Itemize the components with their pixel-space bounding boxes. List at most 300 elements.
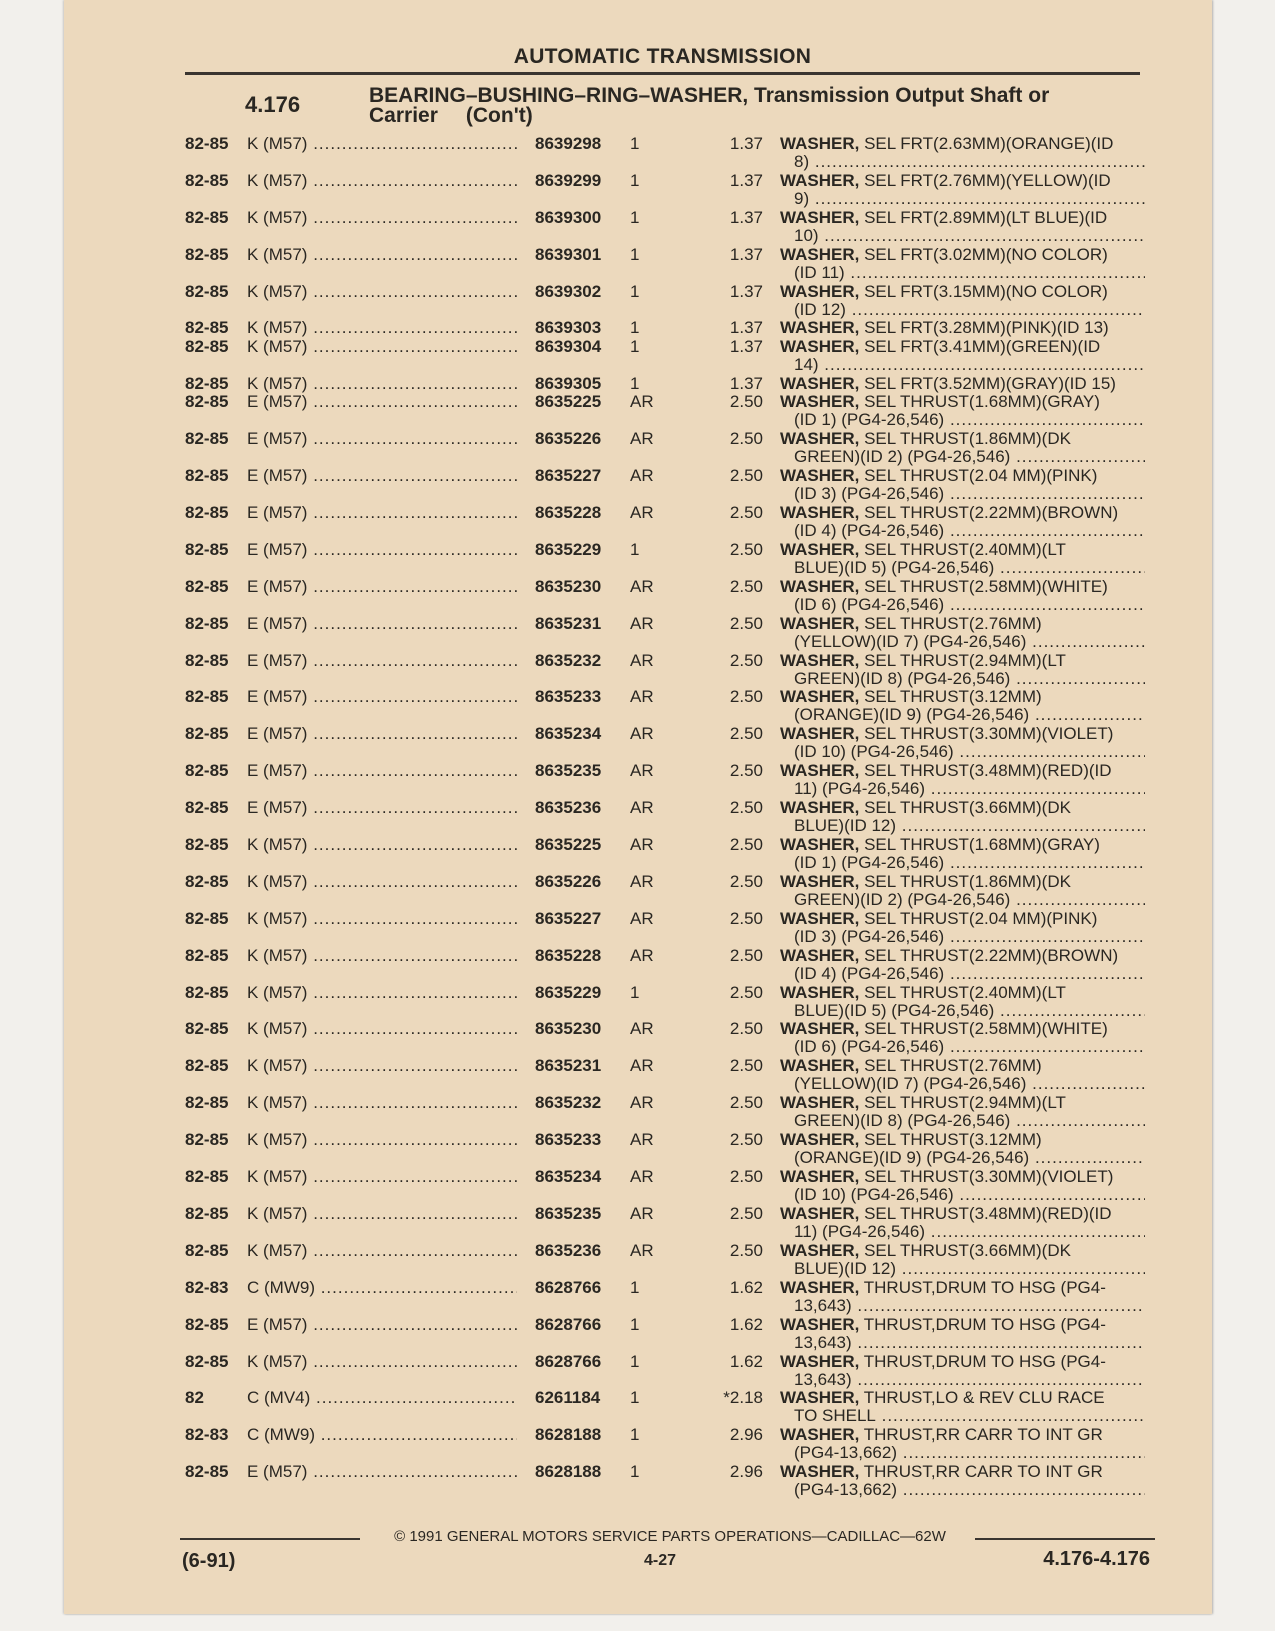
section-title-carrier: Carrier	[369, 104, 438, 127]
description-cell	[780, 1242, 1145, 1278]
footer-divider-left	[180, 1538, 360, 1540]
description-line2: (ID 1) (PG4-26,546) .....	[794, 411, 1145, 429]
model-cell: K (M57) .....	[247, 1131, 517, 1149]
year-cell: 82-85	[185, 613, 229, 633]
item-name: WASHER,	[780, 1389, 860, 1408]
model-cell: K (M57) .....	[247, 947, 517, 965]
table-row	[185, 246, 1145, 283]
model-cell: E (M57) .....	[247, 393, 517, 411]
quantity-cell: 1	[630, 1425, 640, 1445]
quantity-cell: AR	[630, 576, 654, 596]
year-cell: 82-85	[185, 281, 229, 301]
price-cell: 1.37	[729, 336, 763, 356]
description-line1	[780, 1353, 1145, 1371]
table-row	[185, 467, 1145, 504]
model-cell: K (M57) .....	[247, 1205, 517, 1223]
year-cell: 82	[185, 1388, 204, 1408]
description-cell	[780, 319, 1145, 337]
item-name: WASHER,	[780, 836, 860, 855]
quantity-cell: 1	[630, 170, 640, 190]
item-name: WASHER,	[780, 762, 860, 781]
table-row	[185, 947, 1145, 984]
year-cell: 82-85	[185, 761, 229, 781]
price-cell: 2.50	[729, 908, 763, 928]
price-cell: 1.62	[729, 1314, 763, 1334]
description-line2: (ID 4) (PG4-26,546) .....	[794, 965, 1145, 983]
quantity-cell: 1	[630, 244, 640, 264]
description-line2: (ID 10) (PG4-26,546) .....	[794, 743, 1145, 761]
model-cell: E (M57) .....	[247, 1316, 517, 1334]
year-cell: 82-85	[185, 798, 229, 818]
part-number-cell: 8635235	[535, 761, 602, 781]
price-cell: 2.50	[729, 871, 763, 891]
item-name: WASHER,	[780, 688, 860, 707]
item-spec: SEL THRUST(1.68MM)(GRAY)	[859, 393, 1100, 412]
section-number: 4.176	[245, 92, 301, 117]
description-line2: (PG4-13,662) .....	[794, 1481, 1145, 1499]
item-name: WASHER,	[780, 651, 860, 670]
model-cell: K (M57) .....	[247, 1020, 517, 1038]
description-cell	[780, 1057, 1145, 1093]
item-spec: SEL THRUST(2.04 MM)(PINK)	[859, 467, 1098, 486]
year-cell: 82-85	[185, 1167, 229, 1187]
description-line2: (ORANGE)(ID 9) (PG4-26,546) .....	[794, 1149, 1145, 1167]
item-spec: SEL FRT(2.89MM)(LT BLUE)(ID	[859, 208, 1108, 227]
quantity-cell: 1	[630, 1462, 640, 1482]
quantity-cell: 1	[630, 982, 640, 1002]
item-name: WASHER,	[780, 1131, 860, 1150]
description-line1	[780, 1426, 1145, 1444]
year-cell: 82-85	[185, 373, 229, 393]
description-line2: 11) (PG4-26,546) .....	[794, 780, 1145, 798]
description-line1	[780, 836, 1145, 854]
part-number-cell: 8635226	[535, 429, 602, 449]
part-number-cell: 8628766	[535, 1277, 602, 1297]
part-number-cell: 8628766	[535, 1314, 602, 1334]
description-line1	[780, 283, 1145, 301]
description-line2: (ID 6) (PG4-26,546) .....	[794, 1038, 1145, 1056]
description-cell	[780, 836, 1145, 872]
year-cell: 82-83	[185, 1425, 229, 1445]
table-row	[185, 984, 1145, 1021]
footer-divider-right	[975, 1538, 1155, 1540]
item-name: WASHER,	[780, 245, 860, 264]
year-cell: 82-85	[185, 1056, 229, 1076]
price-cell: 1.37	[729, 207, 763, 227]
item-name: WASHER,	[780, 319, 860, 338]
item-name: WASHER,	[780, 614, 860, 633]
model-cell: C (MV4) .....	[247, 1389, 517, 1407]
part-number-cell: 8635236	[535, 798, 602, 818]
description-line2: 8) .....	[794, 153, 1145, 171]
description-cell	[780, 1353, 1145, 1389]
year-cell: 82-85	[185, 1130, 229, 1150]
item-spec: SEL THRUST(1.86MM)(DK	[859, 872, 1071, 891]
table-row	[185, 1205, 1145, 1242]
description-cell	[780, 725, 1145, 761]
table-row	[185, 430, 1145, 467]
quantity-cell: AR	[630, 466, 654, 486]
item-spec: SEL THRUST(3.30MM)(VIOLET)	[859, 1168, 1114, 1187]
item-name: WASHER,	[780, 1168, 860, 1187]
quantity-cell: AR	[630, 798, 654, 818]
part-number-cell: 8635229	[535, 539, 602, 559]
quantity-cell: AR	[630, 503, 654, 523]
quantity-cell: 1	[630, 1314, 640, 1334]
description-line2: (ID 4) (PG4-26,546) .....	[794, 522, 1145, 540]
description-line1	[780, 688, 1145, 706]
description-line2: (ID 6) (PG4-26,546) .....	[794, 596, 1145, 614]
item-name: WASHER,	[780, 135, 860, 153]
part-number-cell: 8635232	[535, 650, 602, 670]
part-number-cell: 8639305	[535, 373, 602, 393]
description-cell	[780, 799, 1145, 835]
description-line1	[780, 172, 1145, 190]
description-line1	[780, 430, 1145, 448]
part-number-cell: 8635226	[535, 871, 602, 891]
description-cell	[780, 1426, 1145, 1462]
description-cell	[780, 615, 1145, 651]
quantity-cell: 1	[630, 336, 640, 356]
part-number-cell: 8639301	[535, 244, 602, 264]
part-number-cell: 8635229	[535, 982, 602, 1002]
section-title-line1: BEARING–BUSHING–RING–WASHER, Transmission Output Shaft or	[369, 84, 1050, 107]
quantity-cell: AR	[630, 1093, 654, 1113]
section-title-line2	[369, 106, 1129, 126]
item-spec: SEL THRUST(2.76MM)	[859, 614, 1042, 633]
description-line1	[780, 319, 1145, 337]
part-number-cell: 8635236	[535, 1240, 602, 1260]
section-title-cont: (Con't)	[465, 104, 533, 127]
part-number-cell: 8635225	[535, 835, 602, 855]
description-line1	[780, 1279, 1145, 1297]
part-number-cell: 8639302	[535, 281, 602, 301]
price-cell: 2.50	[729, 1167, 763, 1187]
item-name: WASHER,	[780, 540, 860, 559]
part-number-cell: 8635227	[535, 908, 602, 928]
description-line2: TO SHELL .....	[794, 1407, 1145, 1425]
item-name: WASHER,	[780, 872, 860, 891]
table-row	[185, 725, 1145, 762]
part-number-cell: 8635235	[535, 1203, 602, 1223]
price-cell: 2.50	[729, 392, 763, 412]
part-number-cell: 8635228	[535, 503, 602, 523]
description-cell	[780, 910, 1145, 946]
description-line1	[780, 1057, 1145, 1075]
price-cell: 2.50	[729, 798, 763, 818]
description-line2: (ID 1) (PG4-26,546) .....	[794, 854, 1145, 872]
description-line1	[780, 1168, 1145, 1186]
model-cell: K (M57) .....	[247, 172, 517, 190]
model-cell: K (M57) .....	[247, 873, 517, 891]
description-line2: 9) .....	[794, 190, 1145, 208]
quantity-cell: 1	[630, 281, 640, 301]
price-cell: 2.50	[729, 539, 763, 559]
table-row	[185, 1426, 1145, 1463]
year-cell: 82-85	[185, 724, 229, 744]
description-line2: BLUE)(ID 12) .....	[794, 817, 1145, 835]
table-row	[185, 283, 1145, 320]
description-cell	[780, 762, 1145, 798]
model-cell: E (M57) .....	[247, 615, 517, 633]
item-spec: SEL FRT(2.76MM)(YELLOW)(ID	[859, 171, 1111, 190]
part-number-cell: 8635230	[535, 576, 602, 596]
description-line1	[780, 1094, 1145, 1112]
year-cell: 82-85	[185, 318, 229, 338]
quantity-cell: AR	[630, 724, 654, 744]
table-row	[185, 1057, 1145, 1094]
table-row	[185, 1020, 1145, 1057]
year-cell: 82-85	[185, 650, 229, 670]
item-name: WASHER,	[780, 1463, 860, 1482]
item-spec: SEL THRUST(2.40MM)(LT	[859, 983, 1066, 1002]
description-cell	[780, 578, 1145, 614]
part-number-cell: 8628188	[535, 1425, 602, 1445]
part-number-cell: 8635228	[535, 945, 602, 965]
description-cell	[780, 873, 1145, 909]
price-cell: 1.37	[729, 373, 763, 393]
year-cell: 82-85	[185, 982, 229, 1002]
item-spec: SEL FRT(3.15MM)(NO COLOR)	[859, 282, 1108, 301]
item-spec: THRUST,DRUM TO HSG (PG4-	[859, 1315, 1106, 1334]
description-line2: (PG4-13,662) .....	[794, 1444, 1145, 1462]
description-line2: (ORANGE)(ID 9) (PG4-26,546) .....	[794, 706, 1145, 724]
item-spec: SEL THRUST(2.58MM)(WHITE)	[859, 1020, 1108, 1039]
item-spec: THRUST,LO & REV CLU RACE	[859, 1389, 1105, 1408]
description-cell	[780, 1168, 1145, 1204]
item-spec: SEL THRUST(2.58MM)(WHITE)	[859, 577, 1108, 596]
description-line1	[780, 338, 1145, 356]
price-cell: 2.50	[729, 982, 763, 1002]
item-spec: SEL THRUST(3.66MM)(DK	[859, 1241, 1071, 1260]
description-cell	[780, 1316, 1145, 1352]
price-cell: 2.50	[729, 1093, 763, 1113]
description-line1	[780, 393, 1145, 411]
quantity-cell: 1	[630, 1351, 640, 1371]
description-cell	[780, 1389, 1145, 1425]
part-number-cell: 8635232	[535, 1093, 602, 1113]
part-number-cell: 8628188	[535, 1462, 602, 1482]
table-row	[185, 578, 1145, 615]
description-line2: (ID 12) .....	[794, 301, 1145, 319]
section-title	[369, 86, 1129, 126]
item-name: WASHER,	[780, 577, 860, 596]
item-spec: THRUST,DRUM TO HSG (PG4-	[859, 1278, 1106, 1297]
description-cell	[780, 1020, 1145, 1056]
item-spec: SEL THRUST(2.04 MM)(PINK)	[859, 909, 1098, 928]
description-line2: BLUE)(ID 12) .....	[794, 1260, 1145, 1278]
item-name: WASHER,	[780, 208, 860, 227]
price-cell: 1.37	[729, 134, 763, 153]
quantity-cell: 1	[630, 207, 640, 227]
table-row	[185, 1094, 1145, 1131]
item-spec: SEL FRT(3.41MM)(GREEN)(ID	[859, 337, 1101, 356]
description-cell	[780, 467, 1145, 503]
description-cell	[780, 688, 1145, 724]
table-row	[185, 615, 1145, 652]
footer-page-number: 4-27	[643, 1552, 677, 1569]
item-name: WASHER,	[780, 1426, 860, 1445]
item-name: WASHER,	[780, 374, 860, 393]
description-cell	[780, 246, 1145, 282]
part-number-cell: 8635230	[535, 1019, 602, 1039]
description-cell	[780, 1463, 1145, 1499]
table-row	[185, 172, 1145, 209]
price-cell: 2.50	[729, 1130, 763, 1150]
year-cell: 82-83	[185, 1277, 229, 1297]
item-spec: SEL THRUST(3.48MM)(RED)(ID	[859, 762, 1112, 781]
item-name: WASHER,	[780, 799, 860, 818]
price-cell: 2.50	[729, 724, 763, 744]
header-divider	[185, 72, 1140, 75]
description-line1	[780, 873, 1145, 891]
table-row	[185, 1168, 1145, 1205]
quantity-cell: AR	[630, 835, 654, 855]
description-line2: (YELLOW)(ID 7) (PG4-26,546) .....	[794, 633, 1145, 651]
part-number-cell: 8639298	[535, 134, 602, 153]
year-cell: 82-85	[185, 170, 229, 190]
quantity-cell: AR	[630, 650, 654, 670]
quantity-cell: AR	[630, 1203, 654, 1223]
year-cell: 82-85	[185, 871, 229, 891]
description-line2: GREEN)(ID 8) (PG4-26,546) .....	[794, 1112, 1145, 1130]
model-cell: E (M57) .....	[247, 725, 517, 743]
year-cell: 82-85	[185, 134, 229, 153]
table-row	[185, 910, 1145, 947]
description-cell	[780, 393, 1145, 429]
description-line1	[780, 1463, 1145, 1481]
table-row	[185, 652, 1145, 689]
year-cell: 82-85	[185, 466, 229, 486]
quantity-cell: AR	[630, 1056, 654, 1076]
part-number-cell: 6261184	[535, 1388, 601, 1408]
price-cell: 2.50	[729, 687, 763, 707]
table-row	[185, 1131, 1145, 1168]
quantity-cell: AR	[630, 613, 654, 633]
year-cell: 82-85	[185, 244, 229, 264]
table-row	[185, 1242, 1145, 1279]
part-number-cell: 8628766	[535, 1351, 602, 1371]
item-name: WASHER,	[780, 430, 860, 449]
price-cell: 2.50	[729, 1203, 763, 1223]
table-row	[185, 1389, 1145, 1426]
item-name: WASHER,	[780, 1204, 860, 1223]
part-number-cell: 8635234	[535, 724, 602, 744]
item-spec: SEL THRUST(3.12MM)	[859, 1131, 1042, 1150]
model-cell: K (M57) .....	[247, 135, 517, 153]
price-cell: 2.50	[729, 1056, 763, 1076]
year-cell: 82-85	[185, 1093, 229, 1113]
description-line1	[780, 725, 1145, 743]
item-spec: SEL THRUST(3.48MM)(RED)(ID	[859, 1204, 1112, 1223]
description-cell	[780, 338, 1145, 374]
item-spec: SEL THRUST(2.76MM)	[859, 1057, 1042, 1076]
footer-date: (6-91)	[182, 1550, 236, 1572]
model-cell: K (M57) .....	[247, 283, 517, 301]
part-number-cell: 8635227	[535, 466, 602, 486]
description-cell	[780, 1131, 1145, 1167]
model-cell: K (M57) .....	[247, 984, 517, 1002]
description-line2: GREEN)(ID 2) (PG4-26,546) .....	[794, 448, 1145, 466]
description-line1	[780, 1131, 1145, 1149]
part-number-cell: 8635233	[535, 1130, 602, 1150]
year-cell: 82-85	[185, 835, 229, 855]
description-line2: 11) (PG4-26,546) .....	[794, 1223, 1145, 1241]
description-cell	[780, 1094, 1145, 1130]
item-name: WASHER,	[780, 467, 860, 486]
price-cell: 2.50	[729, 503, 763, 523]
model-cell: E (M57) .....	[247, 578, 517, 596]
model-cell: K (M57) .....	[247, 375, 517, 393]
quantity-cell: AR	[630, 761, 654, 781]
model-cell: K (M57) .....	[247, 319, 517, 337]
year-cell: 82-85	[185, 336, 229, 356]
part-number-cell: 8635225	[535, 392, 602, 412]
table-row	[185, 1463, 1145, 1500]
description-cell	[780, 504, 1145, 540]
description-line1	[780, 1316, 1145, 1334]
model-cell: E (M57) .....	[247, 541, 517, 559]
description-line1	[780, 910, 1145, 928]
quantity-cell: AR	[630, 687, 654, 707]
price-cell: 2.50	[729, 835, 763, 855]
table-row	[185, 688, 1145, 725]
model-cell: E (M57) .....	[247, 467, 517, 485]
description-line2: (ID 10) (PG4-26,546) .....	[794, 1186, 1145, 1204]
description-line1	[780, 135, 1145, 153]
year-cell: 82-85	[185, 207, 229, 227]
item-name: WASHER,	[780, 1352, 860, 1371]
item-name: WASHER,	[780, 946, 860, 965]
model-cell: K (M57) .....	[247, 338, 517, 356]
item-name: WASHER,	[780, 1020, 860, 1039]
description-cell	[780, 135, 1145, 171]
part-number-cell: 8635231	[535, 1056, 602, 1076]
item-name: WASHER,	[780, 1094, 860, 1113]
price-cell: 2.50	[729, 576, 763, 596]
quantity-cell: AR	[630, 1167, 654, 1187]
description-cell	[780, 172, 1145, 208]
description-line2: GREEN)(ID 8) (PG4-26,546) .....	[794, 670, 1145, 688]
item-spec: SEL THRUST(2.94MM)(LT	[859, 1094, 1066, 1113]
item-spec: SEL FRT(3.28MM)(PINK)(ID 13)	[859, 319, 1109, 338]
description-line1	[780, 1020, 1145, 1038]
item-name: WASHER,	[780, 1241, 860, 1260]
description-line2: (YELLOW)(ID 7) (PG4-26,546) .....	[794, 1075, 1145, 1093]
item-name: WASHER,	[780, 337, 860, 356]
part-number-cell: 8639303	[535, 318, 602, 338]
description-cell	[780, 947, 1145, 983]
item-spec: THRUST,DRUM TO HSG (PG4-	[859, 1352, 1106, 1371]
item-name: WASHER,	[780, 1278, 860, 1297]
description-cell	[780, 430, 1145, 466]
quantity-cell: AR	[630, 1019, 654, 1039]
table-row	[185, 1279, 1145, 1316]
year-cell: 82-85	[185, 1314, 229, 1334]
part-number-cell: 8635233	[535, 687, 602, 707]
item-name: WASHER,	[780, 725, 860, 744]
table-row	[185, 319, 1145, 338]
description-cell	[780, 283, 1145, 319]
price-cell: 2.50	[729, 650, 763, 670]
price-cell: *2.18	[723, 1388, 763, 1408]
description-cell	[780, 1279, 1145, 1315]
price-cell: 2.50	[729, 613, 763, 633]
year-cell: 82-85	[185, 503, 229, 523]
description-line2: 10) .....	[794, 227, 1145, 245]
item-spec: THRUST,RR CARR TO INT GR	[859, 1426, 1103, 1445]
model-cell: E (M57) .....	[247, 504, 517, 522]
